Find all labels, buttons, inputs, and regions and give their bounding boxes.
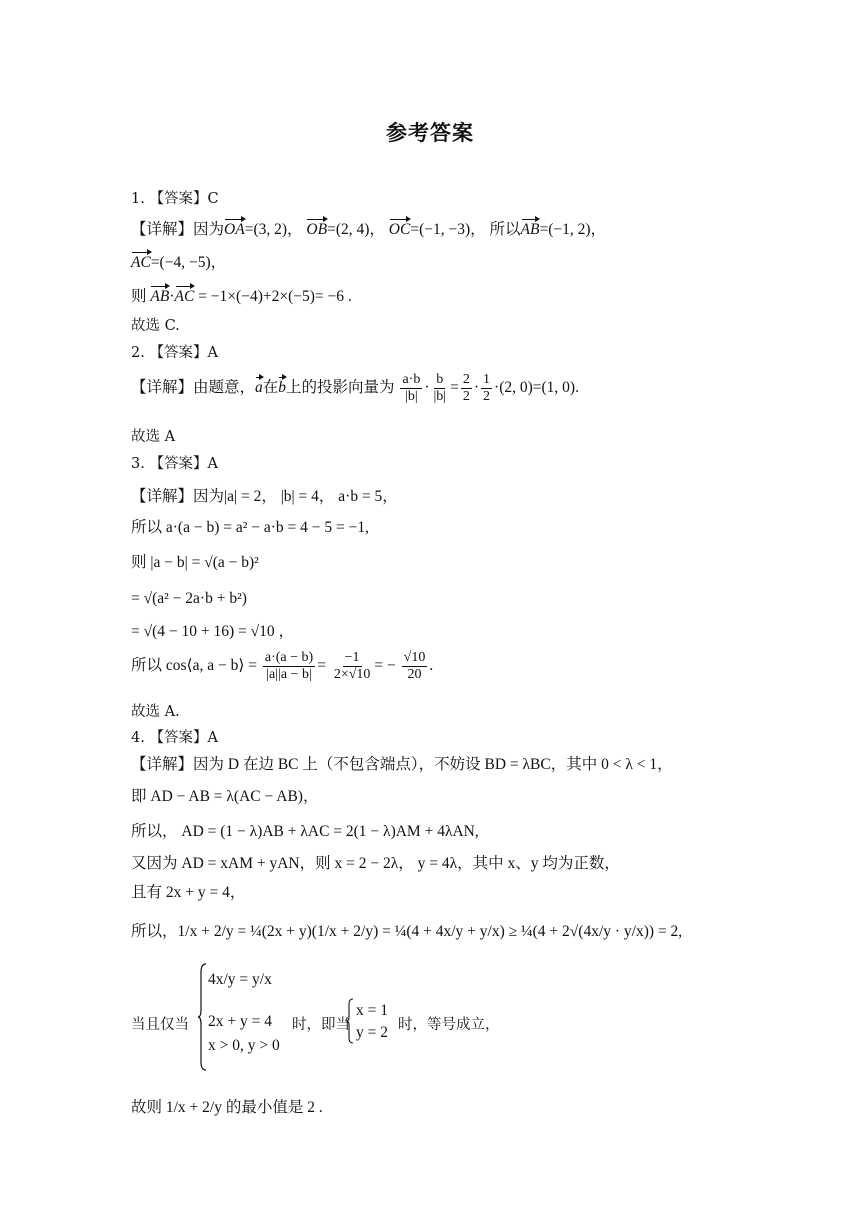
value: =(−1, −3)， <box>410 221 486 238</box>
q1-conclusion: 故选 C. <box>131 318 180 334</box>
q3-line-5: = √(4 − 10 + 16) = √10 ， <box>131 623 295 640</box>
value: =(3, 2)， <box>244 221 303 238</box>
q3-line-4: = √(a² − 2a·b + b²) <box>131 590 247 607</box>
fraction <box>461 372 472 405</box>
q3-line-1: 【详解】因为|a| = 2， |b| = 4， a·b = 5， <box>131 488 398 505</box>
fraction <box>481 372 492 405</box>
denominator: 20 <box>407 667 422 682</box>
equals: = <box>450 379 459 397</box>
detail-label: 【详解】 <box>131 379 194 397</box>
vector-ac: AC <box>131 250 151 270</box>
numerator: a·(a − b) <box>264 650 314 665</box>
denominator: |a||a − b| <box>266 667 312 682</box>
q1-line-3 <box>131 284 352 307</box>
fraction <box>263 650 315 683</box>
numerator: 1 <box>483 372 491 387</box>
vector-oa: OA <box>224 217 245 237</box>
q2-conclusion: 故选 A <box>131 429 176 445</box>
vector-b: b <box>278 375 286 395</box>
q4-line-3: 所以， AD = (1 − λ)AB + λAC = 2(1 − λ)AM + 4λAN, <box>131 823 479 840</box>
q2-line-1: 【详解】由题意，a在b上的投影向量为 $\frac{a\cdot b}{|b|}$ · $\frac{b}{|b|}$ = $\frac{2}{2}$ · $\frac{1}{2}$ ·(2, 0)=(1, 0). <box>131 372 579 404</box>
q3-answer-head: 3. 【答案】A <box>131 456 218 472</box>
q3-line-2: 所以 a·(a − b) = a² − a·b = 4 − 5 = −1, <box>131 519 370 536</box>
numerator: √10 <box>403 650 426 665</box>
text: 所以 <box>489 221 521 238</box>
fraction <box>402 650 428 683</box>
dot: · <box>169 288 175 305</box>
value: =(−4, −5)， <box>150 254 227 271</box>
vector-a: a <box>255 375 263 395</box>
equals: = − <box>374 657 396 675</box>
q3-line-3: 则 |a − b| = √(a − b)² <box>131 554 259 571</box>
text: 所以 cos⟨a, a − b⟩ = <box>131 657 257 675</box>
page-title: 参考答案 <box>386 121 474 145</box>
solution-x: x = 1 <box>356 1002 388 1019</box>
denominator: 2 <box>483 389 491 404</box>
denominator: |b| <box>433 389 447 404</box>
q4-system-mid: 时，即当 <box>292 1017 350 1033</box>
text: 由题意， <box>193 379 256 397</box>
text: 因为 <box>193 221 225 238</box>
text: 在 <box>262 379 279 397</box>
numerator: 2 <box>462 372 470 387</box>
solution-y: y = 2 <box>356 1024 388 1041</box>
value: ·(2, 0)=(1, 0). <box>494 379 579 397</box>
system-row-2: 2x + y = 4 <box>208 1013 272 1030</box>
q4-line-6 <box>131 922 682 942</box>
numerator: −1 <box>344 650 360 665</box>
q1-line-1 <box>131 217 606 240</box>
denominator: 2 <box>462 389 470 404</box>
vector-ob: OB <box>306 217 327 237</box>
system-row-1: 4x/y = y/x <box>208 971 272 988</box>
left-brace-icon <box>346 998 354 1044</box>
q3-line-6: 所以 cos⟨a, a − b⟩ = $\frac{a\cdot(a - b)}{|a||a - b|}$ = $\frac{-1}{2\times√10}$ = − $\frac{√10}{20}$ . <box>131 650 434 682</box>
inequality: 1/x + 2/y = ¼(2x + y)(1/x + 2/y) = ¼(4 + 4x/y + y/x) ≥ ¼(4 + 2√(4x/y · y/x)) = 2, <box>177 923 683 940</box>
q1-answer-head: 1. 【答案】C <box>131 191 219 207</box>
numerator: a·b <box>402 372 421 387</box>
text: 上的投影向量为 <box>286 379 395 397</box>
value: = −1×(−4)+2×(−5)= −6 . <box>198 288 352 305</box>
denominator: |b| <box>405 389 418 404</box>
detail-label: 【详解】 <box>131 221 194 238</box>
q4-line-4: 又因为 AD = xAM + yAN，则 x = 2 − 2λ， y = 4λ，其中 x、y 均为正数， <box>131 855 620 872</box>
vector-oc: OC <box>389 217 411 237</box>
q4-answer-head: 4. 【答案】A <box>131 730 218 746</box>
q3-conclusion: 故选 A. <box>131 704 180 720</box>
text: 所以， <box>131 923 178 940</box>
q4-system-label: 当且仅当 <box>131 1017 189 1033</box>
q4-conclusion: 故则 1/x + 2/y 的最小值是 2 . <box>131 1099 323 1116</box>
vector-ab: AB <box>521 217 540 237</box>
value: =(2, 4)， <box>327 221 385 238</box>
q4-system-tail: 时，等号成立， <box>398 1017 500 1033</box>
fraction <box>332 650 373 683</box>
q4-line-2: 即 AD − AB = λ(AC − AB)， <box>131 788 319 805</box>
q4-line-1: 【详解】因为 D 在边 BC 上（不包含端点），不妨设 BD = λBC，其中 0 < λ < 1， <box>131 756 673 773</box>
denominator: 2×√10 <box>333 667 371 682</box>
q4-line-5: 且有 2x + y = 4， <box>131 884 246 901</box>
text: 则 <box>131 288 147 305</box>
q2-answer-head: 2. 【答案】A <box>131 345 218 361</box>
value: =(−1, 2)， <box>539 221 607 238</box>
left-brace-icon <box>198 962 208 1072</box>
numerator: b <box>436 372 444 387</box>
q1-line-2 <box>131 250 226 273</box>
vector-ac: AC <box>175 284 195 304</box>
fraction <box>432 372 449 405</box>
fraction <box>400 372 422 405</box>
vector-ab: AB <box>150 284 169 304</box>
system-row-3: x > 0, y > 0 <box>208 1037 280 1054</box>
